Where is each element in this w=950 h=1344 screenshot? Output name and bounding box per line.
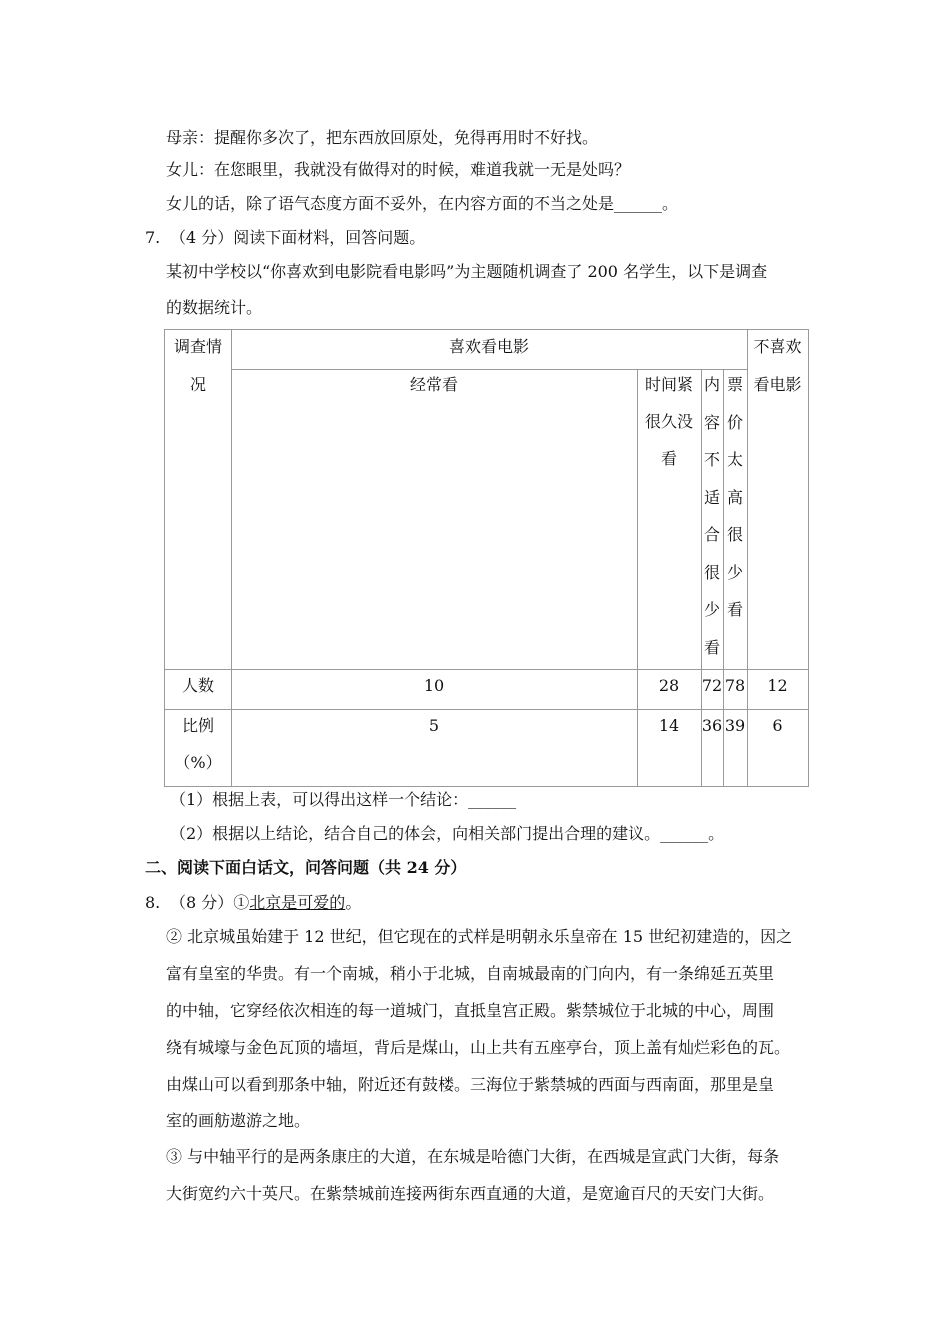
col-content-char: 少 — [703, 600, 720, 619]
q7-material-line1: 某初中学校以“你喜欢到电影院看电影吗”为主题随机调查了 200 名学生，以下是调查 — [166, 262, 768, 281]
col-price-char: 票 — [726, 375, 743, 394]
col-content-char: 合 — [703, 525, 720, 544]
col-price-char: 价 — [726, 412, 743, 432]
row-header-line2: 况 — [189, 375, 206, 394]
col-busy-line2: 很久没 — [644, 412, 693, 431]
dislike-header-line1: 不喜欢 — [753, 337, 802, 356]
q8-p2-line: 富有皇室的华贵。有一个南城，稍小于北城，自南城最南的门向内，有一条绵延五英里 — [166, 964, 775, 983]
col-content-char: 适 — [703, 487, 720, 507]
col-content-char: 看 — [703, 637, 720, 657]
ratio-busy: 14 — [658, 716, 680, 735]
q7-title: （4 分）阅读下面材料，回答问题。 — [170, 228, 426, 247]
count-label: 人数 — [181, 676, 214, 695]
col-busy-line1: 时间紧 — [644, 375, 693, 394]
ratio-label-line2: （%） — [174, 753, 222, 772]
col-price-char: 太 — [726, 450, 743, 469]
q8-p2-line: 由煤山可以看到那条中轴，附近还有鼓楼。三海位于紫禁城的西面与西南面，那里是皇 — [166, 1075, 775, 1094]
q8-score-line — [170, 893, 361, 913]
q8-p1-underlined: 北京是可爱的 — [249, 893, 346, 912]
ratio-dislike: 6 — [772, 716, 783, 735]
col-busy-line3: 看 — [660, 449, 677, 468]
q7-number: 7. — [145, 228, 161, 247]
q6-question: 女儿的话，除了语气态度方面不妥外，在内容方面的不当之处是______。 — [166, 194, 679, 213]
count-often: 10 — [423, 676, 445, 695]
col-price-char: 高 — [726, 487, 743, 507]
q8-p3-line: ③ 与中轴平行的是两条康庄的大道，在东城是哈德门大街，在西城是宣武门大街，每条 — [166, 1147, 780, 1166]
survey-table — [164, 329, 809, 787]
ratio-content: 36 — [701, 716, 723, 735]
q8-score: （8 分） — [170, 893, 234, 912]
col-price-char: 看 — [726, 600, 743, 619]
ratio-price: 39 — [724, 716, 746, 735]
q8-p2-line: 绕有城壕与金色瓦顶的墙垣，背后是煤山，山上共有五座亭台，顶上盖有灿烂彩色的瓦。 — [166, 1038, 791, 1057]
q7-material-line2: 的数据统计。 — [166, 298, 263, 317]
col-price-char: 很 — [726, 525, 743, 544]
row-header-line1: 调查情 — [173, 337, 222, 356]
col-often: 经常看 — [409, 375, 458, 394]
col-content-char: 很 — [703, 562, 720, 582]
q8-p2-line: 的中轴，它穿经依次相连的每一道城门，直抵皇宫正殿。紫禁城位于北城的中心，周围 — [166, 1001, 775, 1020]
q8-p2-line: ② 北京城虽始建于 12 世纪，但它现在的式样是明朝永乐皇帝在 15 世纪初建造的，因之 — [166, 927, 793, 946]
count-price: 78 — [724, 676, 746, 695]
ratio-label-line1: 比例 — [181, 716, 214, 735]
col-price-high — [723, 366, 747, 629]
ratio-often: 5 — [428, 716, 440, 735]
col-content-char: 内 — [703, 375, 720, 394]
q8-number: 8. — [145, 893, 161, 912]
dislike-header-line2: 看电影 — [753, 375, 802, 394]
col-content-unsuitable — [701, 366, 723, 666]
col-price-char: 少 — [726, 562, 743, 582]
col-content-char: 容 — [703, 412, 720, 432]
q8-p2-line: 室的画舫遨游之地。 — [166, 1111, 311, 1130]
col-content-char: 不 — [703, 450, 720, 469]
q8-p1-marker: ① — [233, 893, 250, 912]
q7-sub1: （1）根据上表，可以得出这样一个结论：______ — [170, 790, 517, 809]
q8-p3-line: 大街宽约六十英尺。在紫禁城前连接两街东西直通的大道，是宽逾百尺的天安门大街。 — [166, 1184, 775, 1203]
dialogue-daughter: 女儿：在您眼里，我就没有做得对的时候，难道我就一无是处吗？ — [166, 160, 631, 179]
count-dislike: 12 — [767, 676, 788, 695]
q8-p1-end: 。 — [345, 893, 362, 912]
count-busy: 28 — [658, 676, 680, 695]
dialogue-mother: 母亲：提醒你多次了，把东西放回原处，免得再用时不好找。 — [166, 128, 599, 147]
q7-sub2: （2）根据以上结论，结合自己的体会，向相关部门提出合理的建议。______。 — [170, 824, 725, 843]
section2-title: 二、阅读下面白话文，问答问题（共 24 分） — [145, 858, 467, 877]
like-movies-header: 喜欢看电影 — [448, 337, 529, 356]
count-content: 72 — [701, 676, 723, 695]
